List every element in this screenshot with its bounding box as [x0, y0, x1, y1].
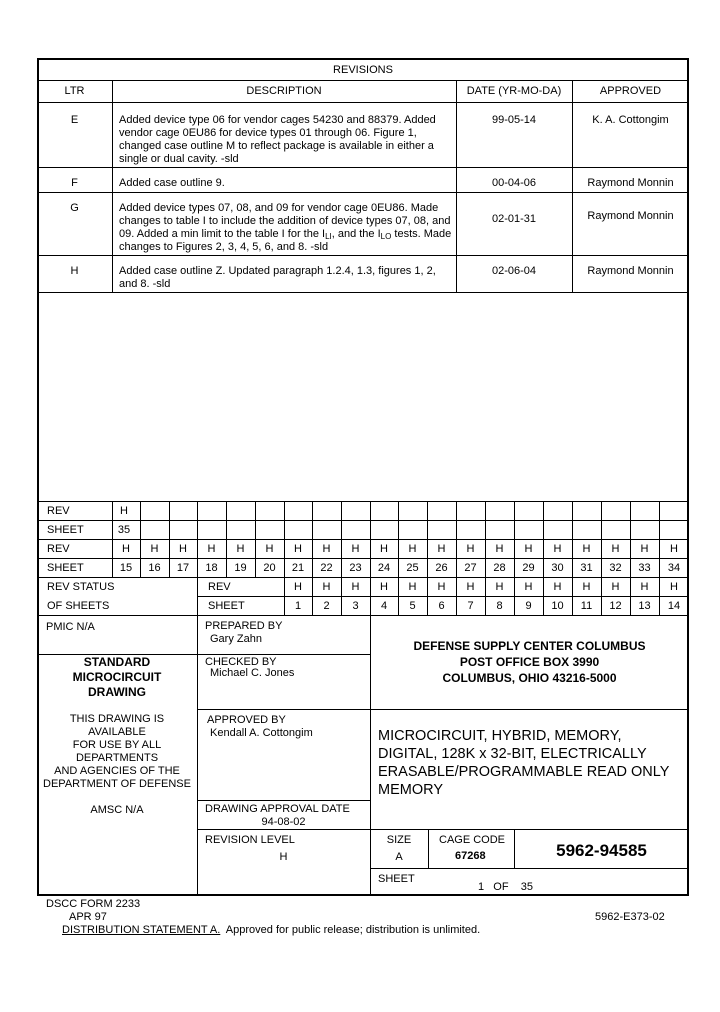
amsc: AMSC N/A — [90, 804, 144, 816]
revision-description-line: Added device types 07, 08, and 09 for vendor cage 0EU86. Made — [119, 202, 439, 214]
drawing-title-line: MEMORY — [378, 782, 443, 798]
cage-code: 67268 — [455, 850, 486, 862]
sheet-cell: 20 — [263, 562, 276, 574]
revision-date: 02-06-04 — [491, 265, 537, 277]
status-sheet-cell: 5 — [409, 600, 416, 612]
rev-cell: H — [265, 543, 274, 555]
approved-by-name: Kendall A. Cottongim — [210, 727, 313, 739]
sheet-of: 1 OF 35 — [478, 881, 534, 893]
status-rev-cell: H — [466, 581, 475, 593]
sheet-label: SHEET — [378, 873, 415, 885]
sheet-cell: 30 — [551, 562, 564, 574]
rev-label: REV — [47, 543, 70, 555]
sheet-cell: 28 — [493, 562, 506, 574]
revision-date: 99-05-14 — [491, 114, 537, 126]
sheet-cell: 19 — [234, 562, 247, 574]
status-sheet-cell: 8 — [496, 600, 503, 612]
sheet-cell: 34 — [667, 562, 681, 574]
status-rev-label: REV — [208, 581, 231, 593]
status-sheet-cell: 11 — [580, 600, 593, 612]
status-sheet-cell: 7 — [467, 600, 474, 612]
status-rev-cell: H — [524, 581, 533, 593]
rev-cell: H — [351, 543, 360, 555]
rev-cell: H — [380, 543, 388, 555]
revision-description-line: changes to table I to include the addition of device types 07, 08, and — [119, 215, 451, 227]
revision-letter: H — [70, 265, 79, 277]
sheet-cell: 31 — [580, 562, 593, 574]
status-sheet-cell: 6 — [438, 600, 445, 612]
size-label: SIZE — [386, 834, 412, 846]
col-approved-header: APPROVED — [599, 85, 662, 97]
revision-description-line: 09. Added a min limit to the table I for the $I_{LI}$, and the $I_{LO}$ tests. Made — [119, 228, 452, 241]
status-sheet-cell: 12 — [609, 600, 622, 612]
revision-approver: Raymond Monnin — [587, 210, 674, 222]
sheet-cell: 23 — [349, 562, 362, 574]
of-sheets-label: OF SHEETS — [47, 600, 110, 612]
status-rev-cell: H — [670, 581, 678, 593]
status-sheet-cell: 9 — [525, 600, 532, 612]
status-rev-cell: H — [294, 581, 302, 593]
revision-description-line: changes to Figures 2, 3, 4, 5, 6, and 8. -sld — [119, 241, 329, 253]
distribution-statement: DISTRIBUTION STATEMENT A. Approved for public release; distribution is unlimited. — [62, 924, 481, 936]
checked-by-label: CHECKED BY — [205, 656, 277, 668]
availability-line: FOR USE BY ALL — [72, 739, 162, 751]
agency-line: POST OFFICE BOX 3990 — [459, 655, 600, 669]
size-value: A — [395, 851, 403, 863]
sheet-label: SHEET — [47, 562, 84, 574]
status-sheet-cell: 1 — [294, 600, 302, 612]
checked-by-name: Michael C. Jones — [210, 667, 295, 679]
rev-cell: H — [437, 543, 446, 555]
revision-approver: K. A. Cottongim — [592, 114, 669, 126]
col-ltr-header: LTR — [64, 85, 85, 97]
approval-date: 94-08-02 — [261, 816, 306, 828]
availability-line: DEPARTMENT OF DEFENSE — [43, 778, 191, 790]
sheet-cell: 29 — [522, 562, 535, 574]
prepared-by-name: Gary Zahn — [210, 633, 262, 645]
rev-label: REV — [47, 505, 70, 517]
drawing-number: 5962-94585 — [556, 841, 647, 860]
col-date-header: DATE (YR-MO-DA) — [466, 85, 562, 97]
rev-cell: H — [207, 543, 216, 555]
revision-letter: G — [70, 202, 79, 214]
revision-date: 02-01-31 — [491, 213, 537, 225]
status-sheet-cell: 10 — [551, 600, 564, 612]
rev-cell: H — [611, 543, 620, 555]
revision-description-line: single or dual cavity. -sld — [119, 153, 239, 165]
sheet-cell: 27 — [464, 562, 477, 574]
revision-date: 00-04-06 — [491, 177, 537, 189]
status-rev-cell: H — [582, 581, 591, 593]
sheet-cell: 21 — [291, 562, 305, 574]
status-rev-cell: H — [640, 581, 649, 593]
rev-cell: H — [640, 543, 649, 555]
cage-code-label: CAGE CODE — [439, 834, 506, 846]
revision-description-line: and 8. -sld — [119, 278, 171, 290]
sheet-cell: 25 — [406, 562, 419, 574]
sheet-cell: 22 — [320, 562, 333, 574]
status-sheet-cell: 3 — [352, 600, 359, 612]
rev-cell: H — [122, 543, 130, 555]
availability-line: DEPARTMENTS — [75, 752, 159, 764]
approval-date-label: DRAWING APPROVAL DATE — [205, 803, 350, 815]
drawing-title-line: DIGITAL, 128K x 32-BIT, ELECTRICALLY — [378, 746, 647, 762]
sheet-label: SHEET — [47, 524, 84, 536]
revision-description-line: Added case outline Z. Updated paragraph 1.2.4, 1.3, figures 1, 2, — [119, 265, 436, 277]
rev-cell: H — [466, 543, 475, 555]
revision-description-line: Added device type 06 for vendor cages 54230 and 88379. Added — [119, 114, 436, 126]
status-rev-cell: H — [380, 581, 388, 593]
rev-status-label: REV STATUS — [47, 581, 115, 593]
revision-approver: Raymond Monnin — [587, 177, 674, 189]
status-sheet-cell: 13 — [638, 600, 651, 612]
sheet-cell: 26 — [435, 562, 448, 574]
revision-letter: E — [70, 114, 79, 126]
prepared-by-label: PREPARED BY — [205, 620, 283, 632]
rev-cell: H — [150, 543, 159, 555]
sheet-cell: 15 — [119, 562, 133, 574]
status-rev-cell: H — [437, 581, 446, 593]
sheet-cell: 17 — [176, 562, 190, 574]
rev-cell: H — [670, 543, 678, 555]
sheet-cell: 18 — [205, 562, 218, 574]
approved-by-label: APPROVED BY — [207, 714, 286, 726]
standard-line: MICROCIRCUIT — [72, 670, 162, 684]
rev-cell: H — [179, 543, 187, 555]
rev-cell: H — [553, 543, 562, 555]
status-rev-cell: H — [553, 581, 562, 593]
availability-line: AVAILABLE — [88, 726, 146, 738]
rev-cell: H — [495, 543, 504, 555]
sheet-cell: 16 — [148, 562, 161, 574]
status-sheet-cell: 4 — [380, 600, 388, 612]
status-sheet-label: SHEET — [208, 600, 245, 612]
revision-description-line: changed case outline M to reflect package is available in either a — [119, 140, 434, 152]
revisions-title: REVISIONS — [333, 64, 393, 76]
rev-cell: H — [322, 543, 331, 555]
status-sheet-cell: 14 — [667, 600, 681, 612]
revision-description-line: vendor cage 0EU86 for device types 01 through 06. Figure 1, — [119, 127, 417, 139]
revision-approver: Raymond Monnin — [587, 265, 674, 277]
status-rev-cell: H — [322, 581, 331, 593]
sheet-cell: 35 — [117, 524, 131, 536]
standard-line: DRAWING — [88, 685, 146, 699]
rev-cell: H — [524, 543, 533, 555]
sheet-cell: 24 — [377, 562, 391, 574]
revision-level-label: REVISION LEVEL — [205, 834, 295, 846]
agency-line: DEFENSE SUPPLY CENTER COLUMBUS — [413, 639, 646, 653]
status-rev-cell: H — [611, 581, 620, 593]
revision-letter: F — [71, 177, 78, 189]
availability-line: THIS DRAWING IS — [69, 713, 165, 725]
form-date: APR 97 — [69, 911, 107, 923]
col-description-header: DESCRIPTION — [246, 85, 322, 97]
rev-cell: H — [582, 543, 591, 555]
rev-cell: H — [236, 543, 245, 555]
rev-cell: H — [120, 505, 128, 517]
revision-description-line: Added case outline 9. — [119, 177, 225, 189]
sheet-cell: 32 — [609, 562, 622, 574]
document-code: 5962-E373-02 — [595, 911, 665, 923]
status-rev-cell: H — [408, 581, 417, 593]
drawing-title-line: MICROCIRCUIT, HYBRID, MEMORY, — [378, 728, 622, 744]
availability-line: AND AGENCIES OF THE — [54, 765, 180, 777]
rev-cell: H — [408, 543, 417, 555]
status-rev-cell: H — [351, 581, 360, 593]
agency-line: COLUMBUS, OHIO 43216-5000 — [442, 671, 617, 685]
pmic: PMIC N/A — [46, 621, 95, 633]
status-rev-cell: H — [495, 581, 504, 593]
sheet-cell: 33 — [638, 562, 651, 574]
form-number: DSCC FORM 2233 — [46, 898, 141, 910]
rev-cell: H — [294, 543, 302, 555]
revision-level: H — [279, 851, 288, 863]
standard-line: STANDARD — [83, 655, 151, 669]
status-sheet-cell: 2 — [323, 600, 330, 612]
drawing-title-line: ERASABLE/PROGRAMMABLE READ ONLY — [378, 764, 670, 780]
